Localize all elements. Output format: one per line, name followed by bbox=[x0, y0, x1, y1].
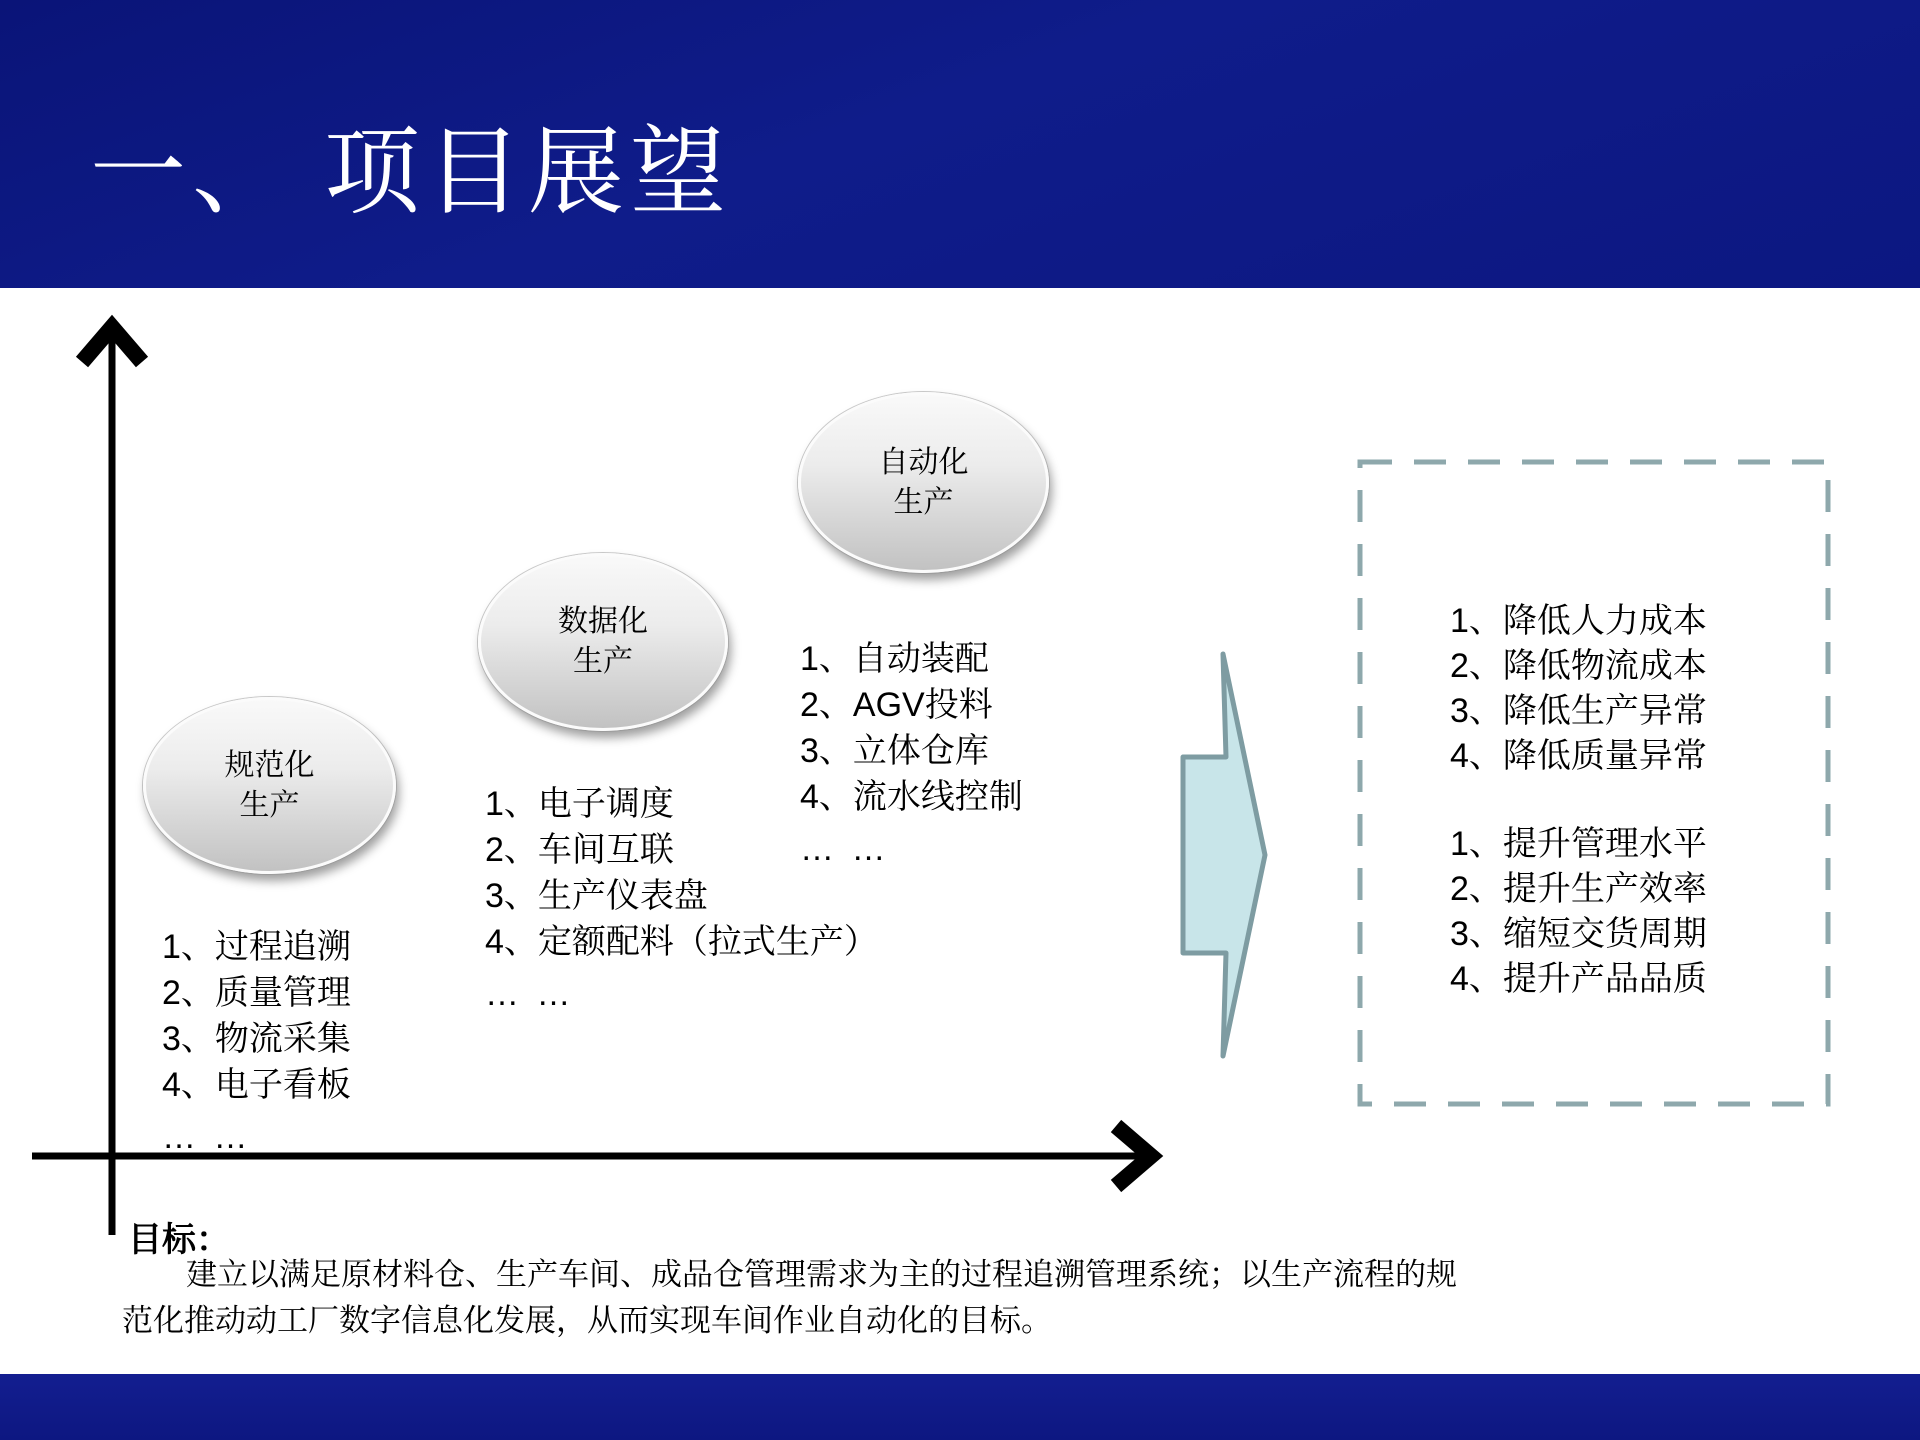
transform-arrow-icon bbox=[1183, 654, 1265, 1056]
list-item: 3、生产仪表盘 bbox=[485, 877, 708, 915]
right-arrow-icon bbox=[1116, 1126, 1151, 1186]
list-item: 2、车间互联 bbox=[485, 831, 674, 869]
stage-label: 生产 bbox=[573, 645, 633, 678]
stage-bubble-automated bbox=[798, 392, 1049, 573]
stage-items-standardized bbox=[162, 924, 351, 1160]
list-item: 4、电子看板 bbox=[162, 1066, 351, 1104]
list-item: 2、AGV投料 bbox=[800, 686, 993, 724]
list-item: 2、提升生产效率 bbox=[1450, 870, 1707, 908]
list-item: 3、降低生产异常 bbox=[1450, 692, 1707, 730]
list-item: 4、定额配料（拉式生产） bbox=[485, 923, 878, 961]
benefits-dashed-box bbox=[1360, 462, 1828, 1104]
list-item: 1、电子调度 bbox=[485, 785, 674, 823]
list-item: 3、立体仓库 bbox=[800, 732, 989, 770]
list-item: 1、提升管理水平 bbox=[1450, 825, 1707, 863]
stage-label: 生产 bbox=[893, 485, 954, 519]
stage-label: 生产 bbox=[239, 788, 300, 822]
ellipsis-more: … … bbox=[485, 975, 575, 1013]
stage-bubble-data-driven bbox=[478, 553, 728, 731]
goal-label: 目标： bbox=[128, 1221, 230, 1259]
list-item: 1、过程追溯 bbox=[162, 928, 351, 966]
item-list bbox=[162, 924, 351, 1108]
benefits-improve-list bbox=[1450, 822, 1707, 1002]
list-item: 1、自动装配 bbox=[800, 640, 989, 678]
up-arrow-icon bbox=[82, 327, 142, 362]
stage-items-automated bbox=[800, 636, 1023, 872]
stage-label: 自动化 bbox=[878, 445, 969, 479]
list-item: 3、缩短交货周期 bbox=[1450, 915, 1707, 953]
goal-paragraph: 建立以满足原材料仓、生产车间、成品仓管理需求为主的过程追溯管理系统；以生产流程的规范化推动动工厂数字信息化发展，从而实现车间作业自动化的目标。 bbox=[122, 1257, 1457, 1338]
list-item: 2、质量管理 bbox=[162, 974, 351, 1012]
stage-label: 数据化 bbox=[558, 605, 648, 638]
stage-label: 规范化 bbox=[224, 748, 315, 782]
ellipsis-more: … … bbox=[162, 1118, 252, 1156]
list-item: 4、降低质量异常 bbox=[1450, 737, 1707, 775]
list-item: 1、降低人力成本 bbox=[1450, 602, 1707, 640]
item-list bbox=[800, 636, 1023, 820]
list-item: 3、物流采集 bbox=[162, 1020, 351, 1058]
benefits-reduce-list bbox=[1450, 599, 1707, 779]
ellipsis-more: … … bbox=[800, 830, 890, 868]
list-item: 4、提升产品品质 bbox=[1450, 960, 1707, 998]
footer-band bbox=[0, 1374, 1920, 1440]
stage-bubble-standardized bbox=[143, 697, 396, 874]
list-item: 2、降低物流成本 bbox=[1450, 647, 1707, 685]
page-title: 一、 项目展望 bbox=[90, 119, 732, 226]
list-item: 4、流水线控制 bbox=[800, 778, 1023, 816]
